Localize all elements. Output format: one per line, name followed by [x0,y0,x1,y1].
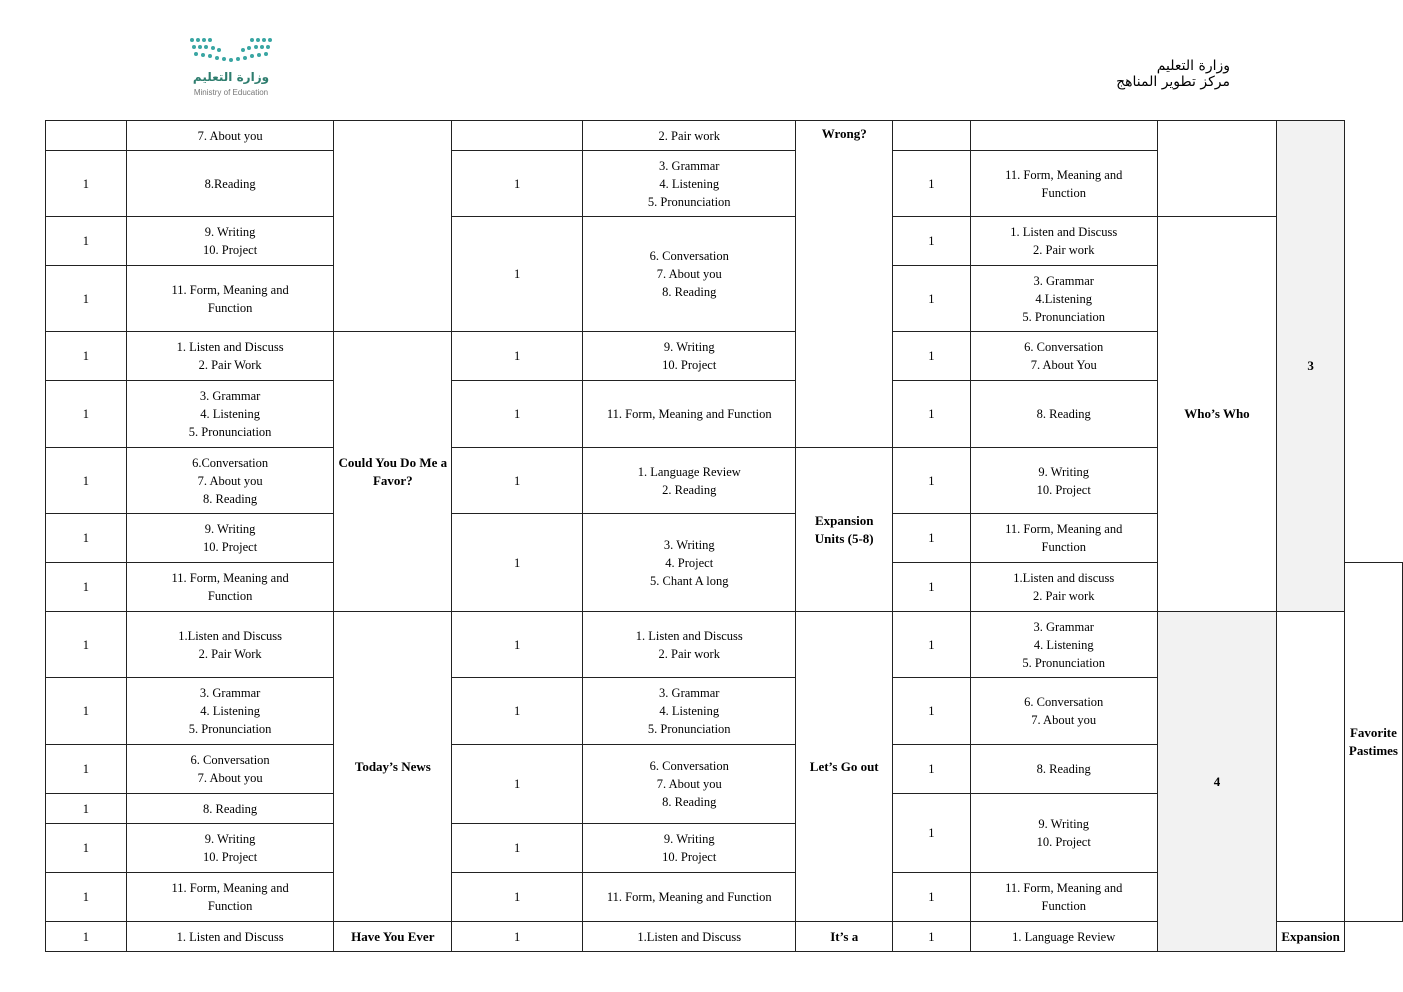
lesson-line: 5. Pronunciation [188,425,272,439]
lesson-cell [970,121,1157,151]
hours-cell: 1 [892,266,970,332]
unit-cell-todays-news: Today’s News [334,612,452,922]
lesson-cell [970,332,1157,381]
hours-cell: 1 [452,151,583,217]
lesson-line: 2. Pair Work [198,646,262,661]
unit-cell-expansion: Expansion [1277,922,1345,952]
hours-cell: 1 [46,745,127,794]
lesson-line: 9. Writing [663,832,715,846]
lesson-line: 7. About you [197,771,263,785]
lesson-cell [970,563,1157,612]
lesson-cell [583,332,796,381]
lesson-line: 10. Project [203,850,258,864]
hours-cell: 1 [452,217,583,332]
logo-arabic-text: وزارة التعليم [192,70,270,84]
hours-cell: 1 [452,448,583,514]
hours-cell: 1 [892,563,970,612]
lesson-line: Function [207,300,253,315]
lesson-cell: 8.Reading [126,151,334,217]
lesson-line: 11. Form, Meaning and [171,282,289,297]
hours-cell: 1 [892,514,970,563]
unit-cell [334,121,452,332]
lesson-line: 3. Grammar [199,389,261,403]
lesson-line: 2. Pair work [1033,589,1095,603]
lesson-line: 7. About you [656,267,722,281]
hours-cell: 1 [892,922,970,952]
lesson-line: 5. Pronunciation [647,722,731,736]
lesson-line: 9. Writing [1038,464,1090,479]
lesson-line: 9. Writing [204,225,256,239]
hours-cell: 1 [46,612,127,678]
lesson-cell [126,266,334,332]
lesson-cell: 7. About you [126,121,334,151]
lesson-line: 7. About You [1030,358,1097,372]
lesson-line: 4. Listening [200,704,260,718]
hours-cell [46,121,127,151]
lesson-cell [583,612,796,678]
lesson-line: 4. Listening [659,176,720,191]
table-row [46,121,1403,151]
lesson-cell: 11. Form, Meaning and Function [583,873,796,922]
lesson-line: 9. Writing [663,340,715,354]
lesson-line: 11. Form, Meaning and [1005,522,1123,536]
hours-cell: 1 [892,745,970,794]
lesson-line: 7. About you [656,777,722,791]
lesson-line: 4. Project [665,555,714,570]
lesson-line: 10. Project [1036,835,1091,849]
hours-cell: 1 [46,151,127,217]
semester-cell-3: 3 [1277,121,1345,612]
hours-cell: 1 [46,514,127,563]
lesson-cell: 8. Reading [126,794,334,824]
unit-cell-whos-who: Who’s Who [1157,217,1277,612]
lesson-line: 3. Grammar [199,686,261,700]
lesson-cell [126,745,334,794]
lesson-cell [126,824,334,873]
header-ministry: وزارة التعليم [1156,58,1230,74]
hours-cell: 1 [892,678,970,745]
hours-cell: 1 [452,745,583,824]
lesson-cell [970,217,1157,266]
page-header [1040,58,1230,90]
lesson-cell [126,514,334,563]
lesson-cell [583,678,796,745]
hours-cell: 1 [46,873,127,922]
lesson-line: 7. About you [1031,713,1097,727]
lesson-line: 9. Writing [204,522,256,536]
hours-cell: 1 [892,381,970,448]
lesson-cell [583,824,796,873]
lesson-line: 6. Conversation [1024,340,1104,354]
lesson-line: Function [1041,540,1086,554]
hours-cell: 1 [46,563,127,612]
unit-cell-favorite-pastimes: Favorite Pastimes [1344,563,1402,922]
lesson-cell: 1.Listen and Discuss [583,922,796,952]
lesson-cell [970,612,1157,678]
lesson-cell: 1. Language Review [970,922,1157,952]
hours-cell: 1 [892,448,970,514]
lesson-cell [970,151,1157,217]
hours-cell: 1 [892,612,970,678]
lesson-line: 11. Form, Meaning and [171,881,289,895]
lesson-cell [970,873,1157,922]
header-curriculum-center: مركز تطوير المناهج [1116,74,1230,90]
lesson-line: 10. Project [662,358,717,372]
hours-cell: 1 [452,873,583,922]
curriculum-table [45,120,1403,952]
hours-cell: 1 [452,514,583,612]
hours-cell: 1 [452,678,583,745]
lesson-cell [970,448,1157,514]
lesson-line: 11. Form, Meaning and [171,571,289,585]
logo-english-text: Ministry of Education [193,88,269,97]
lesson-line: 5. Chant A long [650,573,729,588]
unit-cell-wrong: Wrong? [796,121,892,448]
hours-cell: 1 [452,612,583,678]
unit-cell-its-a: It’s a [796,922,892,952]
lesson-line: 4. Listening [1033,637,1094,652]
lesson-line: Function [207,899,253,913]
hours-cell: 1 [46,217,127,266]
lesson-line: 2. Pair Work [198,358,262,372]
lesson-cell [126,612,334,678]
hours-cell: 1 [892,873,970,922]
hours-cell: 1 [892,217,970,266]
lesson-line: 6. Conversation [649,759,729,773]
unit-cell-lets-go-out: Let’s Go out [796,612,892,922]
lesson-line: 6. Conversation [649,249,729,263]
lesson-line: 2. Pair work [1033,243,1095,257]
lesson-line: 5. Pronunciation [188,722,272,736]
hours-cell [892,121,970,151]
lesson-cell [126,678,334,745]
lesson-line: 10. Project [203,540,258,554]
lesson-cell [126,563,334,612]
lesson-line: 11. Form, Meaning and [1005,167,1123,182]
hours-cell: 1 [452,381,583,448]
lesson-cell [126,217,334,266]
lesson-line: 8. Reading [203,491,258,506]
lesson-cell [583,217,796,332]
lesson-line: 9. Writing [1038,817,1090,831]
lesson-cell [583,448,796,514]
lesson-line: 2. Reading [662,482,717,497]
hours-cell: 1 [46,922,127,952]
unit-cell-have-you-ever: Have You Ever [334,922,452,952]
lesson-cell [583,514,796,612]
lesson-line: 3. Grammar [659,158,720,173]
lesson-cell [970,514,1157,563]
lesson-line: 6.Conversation [192,455,269,470]
lesson-cell [126,381,334,448]
hours-cell: 1 [452,332,583,381]
lesson-line: Function [207,589,253,603]
lesson-line: 1.Listen and discuss [1013,571,1115,585]
logo-dots-icon [186,34,276,68]
hours-cell: 1 [46,266,127,332]
lesson-line: Function [1041,899,1086,913]
lesson-cell: 8. Reading [970,381,1157,448]
lesson-line: 9. Writing [204,832,256,846]
hours-cell: 1 [892,151,970,217]
hours-cell: 1 [46,794,127,824]
lesson-line: 11. Form, Meaning and [1005,881,1123,895]
lesson-line: 7. About you [197,473,263,488]
lesson-cell [126,332,334,381]
lesson-cell [126,448,334,514]
hours-cell: 1 [892,332,970,381]
lesson-cell: 8. Reading [970,745,1157,794]
hours-cell: 1 [46,448,127,514]
lesson-line: 3. Grammar [1033,273,1094,288]
unit-cell-could-you: Could You Do Me a Favor? [334,332,452,612]
lesson-line: 6. Conversation [1024,695,1104,709]
lesson-line: 1. Listen and Discuss [1010,225,1118,239]
lesson-line: 10. Project [203,243,258,257]
lesson-line: 1. Language Review [637,464,741,479]
table-row [46,217,1403,266]
lesson-cell: 2. Pair work [583,121,796,151]
semester-cell-4: 4 [1157,612,1277,952]
lesson-line: 4. Listening [200,407,260,421]
hours-cell: 1 [46,381,127,448]
lesson-line: 10. Project [1036,482,1091,497]
hours-cell [452,121,583,151]
lesson-line: 1. Listen and Discuss [176,340,284,354]
hours-cell: 1 [892,794,970,873]
lesson-line: 4. Listening [659,704,720,718]
lesson-cell [970,794,1157,873]
lesson-line: 1.Listen and Discuss [178,628,283,643]
hours-cell: 1 [452,824,583,873]
lesson-line: 5. Pronunciation [1022,655,1106,670]
lesson-cell: 11. Form, Meaning and Function [583,381,796,448]
lesson-cell [583,151,796,217]
lesson-cell [970,266,1157,332]
unit-cell-expansion-5-8: Expansion Units (5-8) [796,448,892,612]
hours-cell: 1 [46,678,127,745]
lesson-line: 8. Reading [662,285,717,299]
lesson-line: Function [1041,185,1086,200]
lesson-line: 4.Listening [1035,291,1093,306]
lesson-line: 6. Conversation [190,753,270,767]
lesson-line: 1. Listen and Discuss [635,628,743,643]
lesson-line: 5. Pronunciation [647,194,731,209]
lesson-line: 5. Pronunciation [1022,309,1106,324]
lesson-line: 3. Writing [663,537,715,552]
hours-cell: 1 [46,824,127,873]
lesson-line: 10. Project [662,850,717,864]
unit-cell [1157,121,1277,217]
lesson-line: 3. Grammar [1033,619,1094,634]
lesson-cell: 1. Listen and Discuss [126,922,334,952]
lesson-line: 3. Grammar [659,686,720,700]
hours-cell: 1 [452,922,583,952]
lesson-line: 8. Reading [662,795,717,809]
table-row [46,612,1403,678]
lesson-cell [126,873,334,922]
lesson-cell [583,745,796,824]
hours-cell: 1 [46,332,127,381]
ministry-logo [186,34,276,100]
lesson-line: 2. Pair work [658,646,720,661]
lesson-cell [970,678,1157,745]
